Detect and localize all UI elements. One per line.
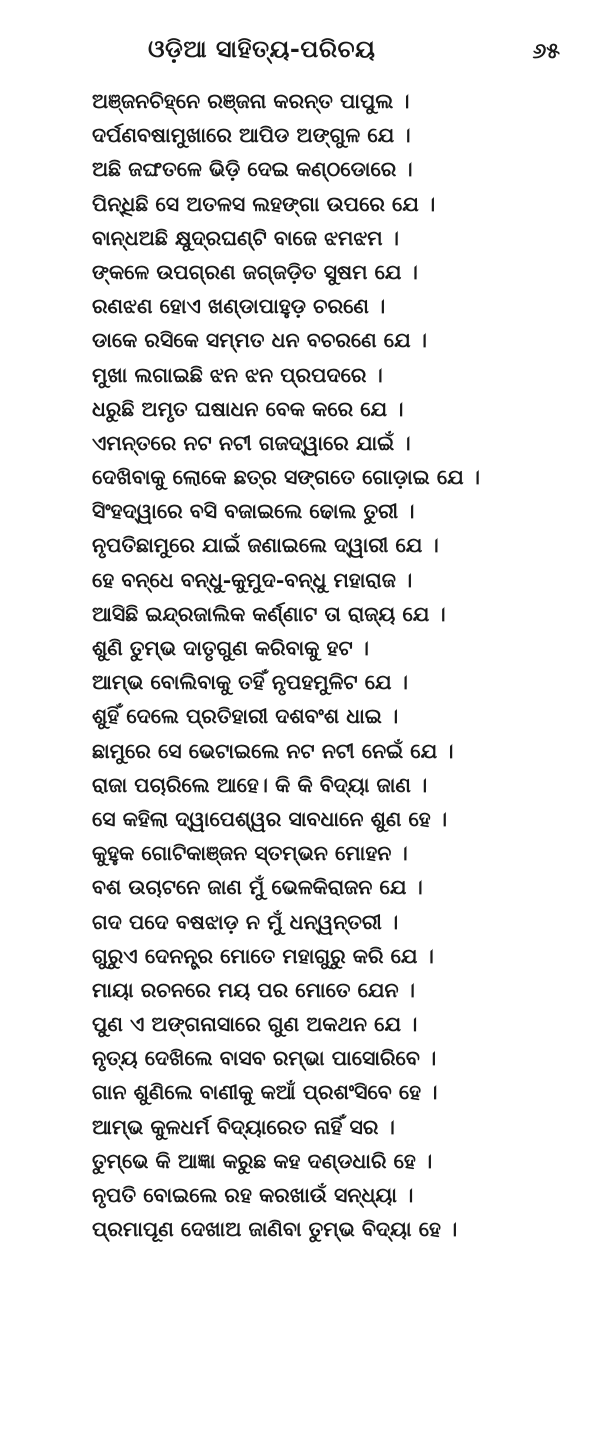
running-title: ଓଡ଼ିଆ ସାହିତ୍ୟ-ପରିଚୟ <box>148 34 376 63</box>
verse-line: ସେ କହିଲା ଦ୍ୱାପେଶ୍ୱର ସାବଧାନେ ଶୁଣ ହେ । <box>92 806 448 831</box>
verse-line: ଙ୍କଳେ ଉପଗ୍ରଣ ଜଗ୍ଜଡ଼ିତ ସୁଷମ ଯେ । <box>92 259 418 284</box>
verse-line: କୁହୁକ ଗୋଟିକାଞ୍ଜନ ସ୍ତମ୍ଭନ ମୋହନ । <box>92 841 408 866</box>
verse-line: ନୃତ୍ୟ ଦେଖିଲେ ବାସବ ରମ୍ଭା ପାସୋରିବେ । <box>92 1046 437 1071</box>
verse-line: ଛାମୁରେ ସେ ଭେଟାଇଲେ ନଟ ନଟୀ ନେଇଁ ଯେ । <box>92 738 454 763</box>
verse-line: ମୁଖା ଲଗାଇଛି ଝନ ଝନ ପ୍ରପଦରେ । <box>92 362 383 387</box>
page-number: ୬୫ <box>532 38 560 64</box>
verse-line: ତୁମ୍ଭେ କି ଆଜ୍ଞା କରୁଛ କହ ଦଣ୍ଡଧାରି ହେ । <box>92 1148 433 1173</box>
verse-line: ମାୟା ରଚନରେ ମୟ ପର ମୋତେ ଯେନ । <box>92 977 415 1002</box>
verse-line: ଏମନ୍ତରେ ନଟ ନଟୀ ଗଜଦ୍ୱାରେ ଯାଇଁ । <box>92 430 411 455</box>
page-header <box>0 28 600 68</box>
verse-line: ନୃପତିଛାମୁରେ ଯାଇଁ ଜଣାଇଲେ ଦ୍ୱାରୀ ଯେ । <box>92 533 439 558</box>
verse-line: ପିନ୍ଧିଛି ସେ ଅତଳସ ଲହଙ୍ଗା ଉପରେ ଯେ । <box>92 191 436 216</box>
verse-line: ନୃପତି ବୋଇଲେ ରହ କରଖାଉଁ ସନ୍ଧ୍ୟା । <box>92 1183 414 1207</box>
verse-line: ଅଞ୍ଜନଚିହ୍ନେ ରଞ୍ଜନା କରନ୍ତ ପାପୁଲ । <box>92 89 410 113</box>
verse-line: ଗଦ ପଦେ ବଷଝାଡ଼ ନ ମୁଁ ଧନ୍ୱନ୍ତରୀ । <box>92 909 399 934</box>
verse-line: ବାନ୍ଧଅଛି କ୍ଷୁଦ୍ରଘଣ୍ଟି ବାଜେ ଝମଝମ । <box>92 225 399 250</box>
verse-line: ରାଜା ପଚାରିଲେ ଆହେ। କି କି ବିଦ୍ୟା ଜାଣ । <box>92 772 428 797</box>
verse-line: ହେ ବନ୍ଧେ ବନ୍ଧୁ-କୁମୁଦ-ବନ୍ଧୁ ମହାରାଜ । <box>92 567 413 592</box>
verse-line: ଗାନ ଶୁଣିଲେ ବାଣୀକୁ କଆଁ ପ୍ରଶଂସିବେ ହେ । <box>92 1080 438 1105</box>
verse-line: ଆସିଛି ଇନ୍ଦ୍ରଜାଲିକ କର୍ଣ୍ଣାଟ ତା ରାଜ୍ୟ ଯେ । <box>92 601 446 626</box>
poem-body <box>92 84 572 1246</box>
verse-line: ଡାକେ ରସିକେ ସମ୍ମତ ଧନ ବଚରଣେ ଯେ । <box>92 328 428 353</box>
verse-line: ଶୁଣି ତୁମ୍ଭ ଦାତୃଗୁଣ କରିବାକୁ ହଟ । <box>92 636 370 660</box>
verse-line: ଦର୍ପଣବଷାମୁଖାରେ ଆପିଡ ଅଙ୍ଗୁଳ ଯେ । <box>92 123 411 148</box>
verse-line: ଦେଖିବାକୁ ଲୋକେ ଛତ୍ର ସଙ୍ଗତେ ଗୋଡ଼ାଇ ଯେ । <box>92 465 481 490</box>
verse-line: ପ୍ରମାପୂଣ ଦେଖାଅ ଜାଣିବା ତୁମ୍ଭ ବିଦ୍ୟା ହେ । <box>92 1217 458 1242</box>
verse-line: ଅଛି ଜଙ୍ଘତଳେ ଭିଡ଼ି ଦେଇ କଣ୍ଠଡୋରେ । <box>92 157 413 182</box>
verse-line: ରଣଝଣ ହୋଏ ଖଣ୍ଡାପାହୁଡ଼ ଚରଣେ । <box>92 294 386 319</box>
verse-line: ଗୁରୁଏ ଦେନନ୍ତ୍ର ମୋତେ ମହାଗୁରୁ କରି ଯେ । <box>92 943 434 968</box>
verse-line: ଆମ୍ଭ ବୋଲିବାକୁ ତହିଁ ନୃପହମୁଳିଟ ଯେ । <box>92 670 408 695</box>
verse-line: ଶୁହିଁ ଦେଲେ ପ୍ରତିହାରୀ ଦଶବଂଶ ଧାଇ । <box>92 704 399 729</box>
verse-line: ଧରୁଛି ଅମୃତ ଘଷାଧନ ବେକ କରେ ଯେ । <box>92 396 404 421</box>
verse-line: ସିଂହଦ୍ୱାରେ ବସି ବଜାଇଲେ ଢୋଲ ତୁରୀ । <box>92 499 415 524</box>
verse-line: ଆମ୍ଭ କୁଳଧର୍ମ ବିଦ୍ୟାରେତ ନାହିଁ ସର । <box>92 1114 395 1139</box>
verse-line: ବଶ ଉଚାଟନେ ଜାଣ ମୁଁ ଭେଳକିରାଜନ ଯେ । <box>92 875 423 900</box>
verse-line: ପୁଣ ଏ ଅଙ୍ଗନାସାରେ ଗୁଣ ଅକଥନ ଯେ । <box>92 1012 418 1037</box>
